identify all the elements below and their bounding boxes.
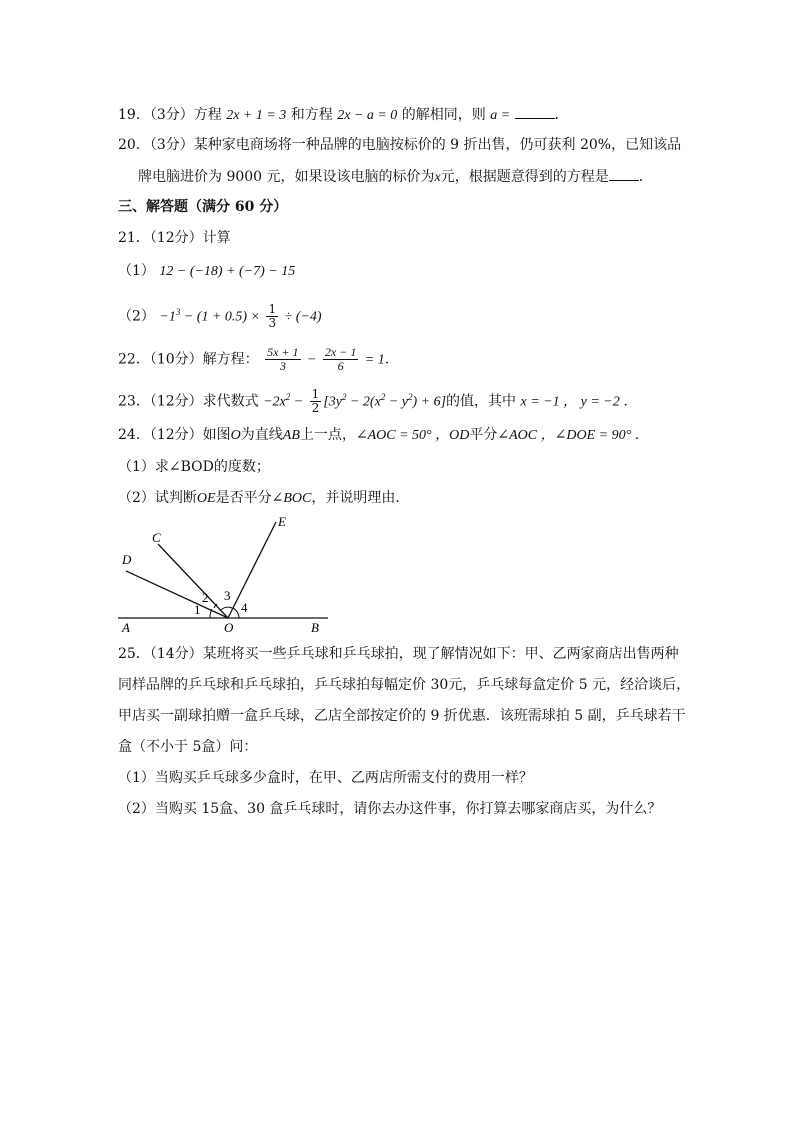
q21-part1 [118, 261, 295, 282]
q23-c: − 2(x [346, 394, 381, 410]
q19-eq1: 2x + 1 = 3 [226, 108, 287, 123]
q23-frac-num: 1 [311, 387, 320, 402]
label-angle-2: 2 [202, 590, 209, 605]
q24-bisect: 平分 [469, 427, 498, 443]
label-B: B [311, 620, 319, 635]
q24-aoc2: ∠AOC ， [497, 428, 555, 443]
q21-p2-b: − (1 + 0.5) × [180, 309, 260, 325]
label-O: O [224, 620, 234, 635]
q23-frac-den: 2 [311, 401, 320, 416]
q21-p2-frac-num: 1 [268, 302, 277, 317]
q22-fraction-1 [265, 346, 300, 373]
q22-f1-den: 3 [279, 359, 286, 373]
q23-cond: x = −1 ， y = −2 ． [520, 394, 638, 410]
ray-OE [228, 522, 276, 618]
q19-answer-blank [515, 104, 555, 119]
q21-p1-expr: 12 − (−18) + (−7) − 15 [159, 264, 296, 279]
q23-minus: − [290, 394, 304, 410]
q24-part1: （1）求∠BOD的度数； [118, 459, 270, 475]
q21-label: 21．（12分）计算 [118, 230, 231, 246]
angle-figure [112, 512, 342, 637]
q24-p2c: ，并说明理由． [311, 490, 410, 506]
section-3-heading: 三、解答题（满分 60 分） [118, 199, 288, 215]
label-D: D [122, 552, 132, 567]
arc-angle-4 [233, 608, 239, 618]
question-20-line2 [138, 166, 653, 188]
q23-fraction [310, 388, 322, 415]
q24-p2b: 是否平分 [215, 490, 272, 506]
question-24 [118, 425, 649, 446]
arc-angle-3 [221, 607, 232, 610]
q24-line1a: 24．（12分）如图 [118, 427, 231, 443]
q19-ans: a = [490, 108, 511, 123]
label-angle-1: 1 [194, 602, 201, 617]
label-angle-4: 4 [241, 600, 248, 615]
q19-tail: 的解相同，则 [401, 107, 486, 123]
q25-line4: 盒（不小于 5盒）问： [118, 739, 258, 755]
q19-label: 19．（3分）方程 [118, 107, 222, 123]
q21-p2-exp: 3 [175, 307, 181, 317]
q23-d-exp: 2 [407, 392, 413, 402]
ray-OD [126, 571, 228, 618]
q23-b: [3y [323, 394, 342, 410]
q20-line2b: 元，根据题意得到的方程是 [440, 169, 609, 185]
q21-p2-frac-den: 3 [268, 316, 277, 331]
q19-mid: 和方程 [290, 107, 333, 123]
q21-p2-fraction [266, 303, 278, 330]
q24-doe: ∠DOE = 90° ． [554, 428, 649, 443]
q24-boc: ∠BOC [271, 491, 312, 506]
question-22 [118, 346, 399, 373]
question-19 [118, 104, 569, 126]
label-angle-3: 3 [224, 588, 231, 603]
q22-fraction-2 [323, 346, 358, 373]
q22-label: 22．（10分）解方程： [118, 351, 259, 368]
q20-end: ． [638, 169, 653, 185]
q20-line1: 20．（3分）某种家电商场将一种品牌的电脑按标价的 9 折出售，仍可获利 20%，已知该品 [118, 137, 682, 153]
q25-line2: 同样品牌的乒乓球和乒乓球拍，乒乓球拍每幅定价 30元，乒乓球每盒定价 5 元，经洽谈后， [118, 677, 691, 693]
q23-label: 23．（12分）求代数式 [118, 393, 259, 410]
q23-d: − y [385, 394, 408, 410]
q19-eq2: 2x − a = 0 [337, 108, 398, 123]
q25-part2: （2）当购买 15盒、30 盒乒乓球时，请你去办这件事，你打算去哪家商店买，为什么？ [118, 801, 662, 817]
q21-p1-label: （1） [118, 263, 155, 279]
question-23 [118, 387, 637, 415]
label-E: E [278, 514, 286, 529]
q24-line1b: 为直线 [240, 427, 283, 443]
q22-rhs: = 1． [364, 352, 399, 368]
q23-a: −2x [263, 394, 286, 410]
q24-part2 [118, 488, 409, 509]
q21-p2-label: （2） [118, 308, 155, 325]
q21-p2-c: ÷ (−4) [284, 309, 322, 325]
q23-c-exp: 2 [380, 392, 386, 402]
q25-line1: 25．（14分）某班将买一些乒乓球和乒乓球拍，现了解情况如下：甲、乙两家商店出售两种 [118, 646, 679, 662]
q24-AB: AB [282, 428, 300, 443]
q25-part1: （1）当购买乒乓球多少盒时，在甲、乙两店所需支付的费用一样？ [118, 770, 533, 786]
label-A: A [122, 620, 130, 635]
q20-line2a: 牌电脑进价为 9000 元，如果设该电脑的标价为 [138, 169, 435, 185]
q21-part2 [118, 302, 322, 330]
q22-f2-den: 6 [337, 359, 344, 373]
q22-f1-num: 5x + 1 [267, 345, 299, 359]
q25-line3: 甲店买一副球拍赠一盒乒乓球，乙店全部按定价的 9 折优惠．该班需球拍 5 副，乒乓球若干 [118, 708, 686, 724]
q23-a-exp: 2 [285, 392, 291, 402]
q21-p2-a: −1 [159, 309, 176, 325]
q23-tail: 的值，其中 [446, 393, 517, 410]
q24-oe: OE [196, 491, 216, 506]
q24-O: O [230, 428, 241, 443]
q24-aoc: ∠AOC = 50° ， [355, 428, 450, 443]
q24-p2a: （2）试判断 [118, 490, 197, 506]
q22-f2-num: 2x − 1 [324, 345, 357, 359]
q24-line1c: 上一点， [299, 427, 356, 443]
q23-b-exp: 2 [341, 392, 347, 402]
label-C: C [152, 530, 161, 545]
q24-od: OD [449, 428, 470, 443]
q19-end: ． [554, 107, 569, 123]
q20-answer-blank [609, 166, 639, 181]
q20-var: x [434, 170, 441, 185]
q23-e: ) + 6] [412, 394, 447, 410]
ray-OC [158, 544, 228, 618]
q22-minus: − [306, 352, 317, 368]
